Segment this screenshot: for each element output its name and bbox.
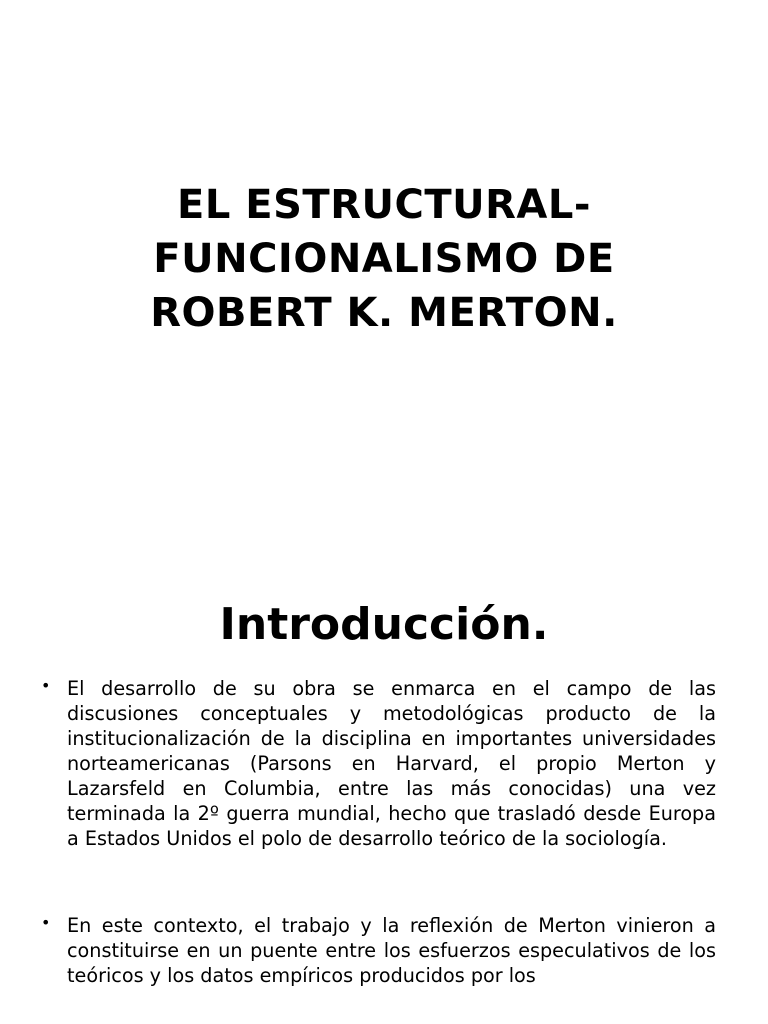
title-line: EL ESTRUCTURAL- [177,182,591,228]
section-heading: Introducción. [219,599,549,650]
bullet-text: El desarrollo de su obra se enmarca en el campo de las discusiones conceptuales y metodológicas producto de la institucionalización de la disciplina en importantes universidades norteamericanas (Parsons en Harvard, el propio Merton y Lazarsfeld en Columbia, entre las más conocidas) una vez terminada la 2º guerra mundial, hecho que trasladó desde Europa a Estados Unidos el polo de desarrollo teórico de la sociología. [67,677,716,850]
bullet-text: En este contexto, el trabajo y la reflexión de Merton vinieron a constituirse en un puente entre los esfuerzos especulativos de los teóricos y los datos empíricos producidos por los [67,914,716,987]
title-line: FUNCIONALISMO DE [153,236,615,282]
document-title [0,178,768,340]
bullet-item [41,913,716,988]
bullet-icon: • [41,676,51,695]
title-line: ROBERT K. MERTON. [150,290,618,336]
bullet-icon: • [41,913,51,932]
bullet-item [41,676,716,851]
bullet-list [0,676,768,988]
introduction-slide [0,576,768,1024]
